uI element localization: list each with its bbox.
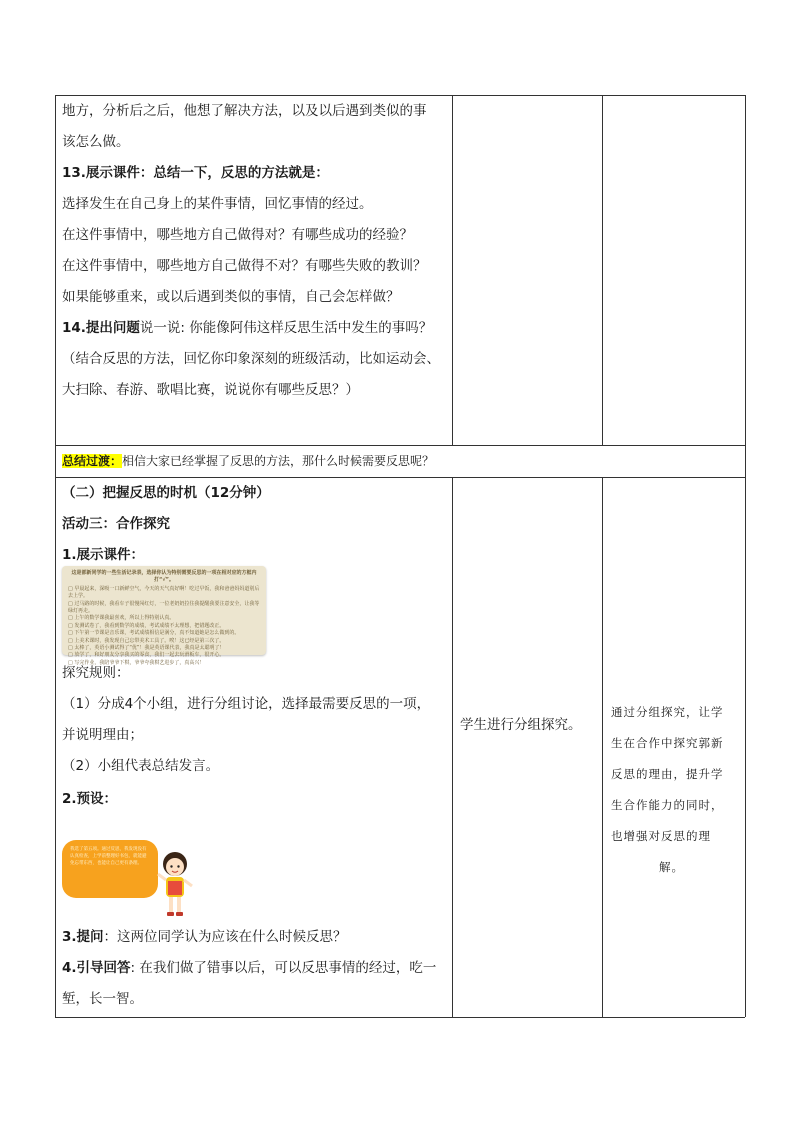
slide-line: □ 写完作业，我陪爷爷下棋，爷爷夸我棋艺进步了，真高兴！ [68, 659, 205, 666]
intent-line: 也增强对反思的理 [611, 829, 711, 843]
section2-heading: （二）把握反思的时机（12分钟） [62, 485, 270, 501]
method-step: 选择发生在自己身上的某件事情，回忆事情的经过。 [62, 196, 373, 212]
method-step: 在这件事情中，哪些地方自己做得对？有哪些成功的经验？ [62, 227, 413, 243]
design-intent [611, 697, 743, 883]
item4-continuation: 堑，长一智。 [62, 991, 143, 1007]
slide-line: □ 发测试卷了，我看到数学的成绩，考试成绩不太理想，把错题改正。 [68, 622, 225, 629]
item4-line [62, 953, 452, 984]
slide-line: □ 太棒了，英语小测试得了“优”！我是英语课代表，我真是太聪明了！ [68, 645, 225, 652]
girl-illustration [155, 850, 195, 920]
rule-line: 并说明理由； [62, 727, 143, 743]
table-col-divider [452, 95, 453, 445]
table-col-divider [602, 95, 603, 445]
slide-line: □ 下午第一节课是音乐课，考试成绩相信是满分，真不知道她是怎么做到的。 [68, 630, 240, 637]
table-col-divider [602, 477, 603, 1017]
item4-label: 4.引导回答 [62, 960, 131, 976]
table-border-bottom [55, 1017, 745, 1018]
item14-line [62, 313, 452, 344]
text-line: 该怎么做。 [62, 134, 130, 150]
rules-block [62, 658, 452, 815]
slide-line: □ 早晨起来，深吸一口新鲜空气，今天的天气真好啊！吃过早饭，我和爸爸妈妈道别后去上学。 [68, 585, 260, 600]
item14-note: 大扫除、春游、歌唱比赛，说说你有哪些反思？） [62, 382, 359, 398]
section1-content [62, 96, 452, 406]
intent-line: 反思的理由，提升学 [611, 767, 724, 781]
item4-text: : 在我们做了错事以后，可以反思事情的经过，吃一 [130, 960, 437, 976]
slide-line: □ 过马路的时候，我看车子很慢闯红灯，一位老奶奶拉住我提醒我要注意安全，让我等绿灯再走。 [68, 600, 260, 615]
section2-top [62, 478, 452, 571]
summary-text: 相信大家已经掌握了反思的方法，那什么时候需要反思呢？ [122, 454, 435, 468]
table-border-left [55, 95, 56, 1017]
student-activity: 学生进行分组探究。 [460, 717, 582, 733]
item3-label: 3.提问 [62, 929, 104, 945]
item2-heading: 2.预设： [62, 791, 118, 807]
table-border-right [745, 95, 746, 1017]
summary-label: 总结过渡： [62, 454, 123, 468]
item14-text: 说一说: 你能像阿伟这样反思生活中发生的事吗？ [139, 320, 433, 336]
courseware-slide-image [62, 566, 266, 666]
table-col-divider [452, 477, 453, 1017]
text-line: 地方，分析后之后，他想了解决方法，以及以后遇到类似的事 [62, 103, 427, 119]
intent-line: 生合作能力的同时， [611, 798, 724, 812]
slide-line: □ 上美术课时，我发现自己忘带美术工具了。唉！这已经是第三次了。 [68, 637, 225, 644]
item1-heading: 1.展示课件： [62, 547, 145, 563]
item3-line [62, 922, 452, 953]
intent-line: 通过分组探究，让学 [611, 705, 724, 719]
slide-line: □ 上午的数学课我最喜欢，所以上得特别认真。 [68, 615, 175, 622]
intent-line: 解。 [659, 860, 684, 874]
item14-note: （结合反思的方法，回忆你印象深刻的班级活动，比如运动会、 [62, 351, 440, 367]
item13-heading: 13.展示课件：总结一下，反思的方法就是： [62, 165, 329, 181]
slide-line: □ 放学了，和好朋友分享我买的零食，我们一起去玩滑板车，很开心。 [68, 652, 225, 659]
rules-heading: 探究规则： [62, 665, 130, 681]
speech-bubble: 我选了第五项。通过反思，我发现没有认真检查，上学前整理好书包，就能避免忘带东西，也能让自己更有条理。 [62, 840, 158, 898]
item14-label: 14.提出问题 [62, 320, 140, 336]
summary-row [62, 453, 742, 469]
section2-bottom [62, 922, 452, 1015]
slide-title: 这是部新同学的一些生活记录表，选择你认为特别需要反思的一项在相对应的方框内打“√”。 [71, 570, 257, 584]
table-row-divider [55, 445, 745, 446]
intent-line: 生在合作中探究郭新 [611, 736, 724, 750]
method-step: 如果能够重来，或以后遇到类似的事情，自己会怎样做？ [62, 289, 400, 305]
rule-line: （2）小组代表总结发言。 [62, 758, 220, 774]
method-step: 在这件事情中，哪些地方自己做得不对？有哪些失败的教训？ [62, 258, 427, 274]
item3-text: ：这两位同学认为应该在什么时候反思？ [103, 929, 347, 945]
rule-line: （1）分成4个小组，进行分组讨论，选择最需要反思的一项， [62, 696, 431, 712]
activity-title: 活动三：合作探究 [62, 516, 170, 532]
